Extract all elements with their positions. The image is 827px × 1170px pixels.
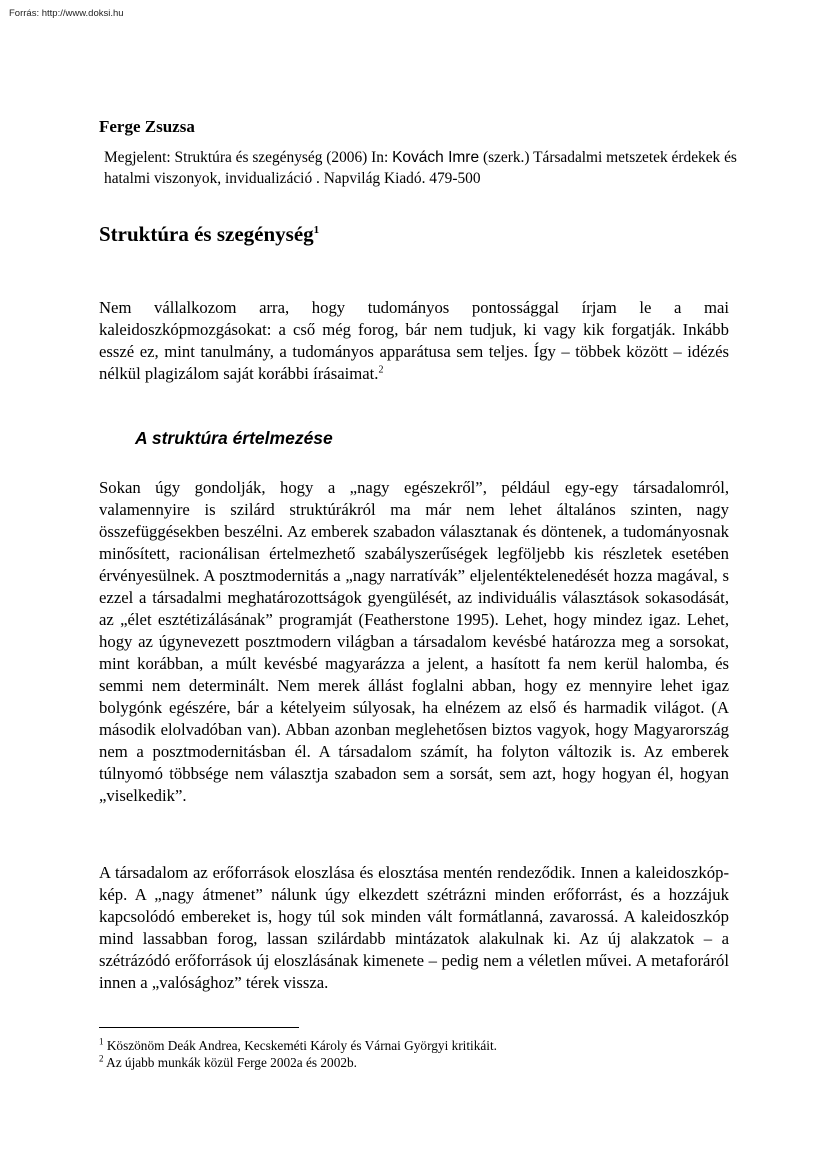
body-paragraph: Sokan úgy gondolják, hogy a „nagy egészekről”, például egy-egy társadalomról, valamennyire is szilárd struktúrákról ma már nem lehet általános szinten, nagy összefüggésekben beszélni. Az emberek szabadon választanak és döntenek, a tudományosnak minősített, racionálisan értelmezhető szabályszerűségek legföljebb kis részletek esetében érvényesülnek. A posztmodernitás a „nagy narratívák” eljelentéktelenedését hozza magával, s ezzel a társadalmi meghatározottságok gyengülését, az individuális választások sokasodását, az „élet esztétizálásának” programját (Featherstone 1995). Lehet, hogy mindez igaz. Lehet, hogy az úgynevezett posztmodern világban a társadalom kevésbé határozza meg a sorsokat, mint korábban, a múlt kevésbé magyarázza a jelent, a hasított fa nem kerül halomba, és semmi nem determinált. Nem merek állást foglalni abban, hogy ez mennyire lehet igaz bolygónk egészére, bár a kételyeim súlyosak, ha elnézem az első és harmadik világot. (A második elolvadóban van). Abban azonban meglehetősen biztos vagyok, hogy Magyarország nem a posztmodernitásban él. A társadalom számít, ha folyton változik is. Az emberek túlnyomó többsége nem választja szabadon sem a sorsát, sem azt, hogy hogyan él, hogyan „viselkedik”. — [99, 478, 729, 805]
footnotes — [99, 1037, 729, 1071]
intro-paragraph — [99, 297, 729, 385]
intro-footnote-ref: 2 — [378, 364, 384, 376]
footnote-number: 1 — [99, 1036, 104, 1047]
author-name: Ferge Zsuzsa — [99, 117, 195, 136]
footnote-number: 2 — [99, 1053, 104, 1064]
body-paragraph: A társadalom az erőforrások eloszlása és elosztása mentén rendeződik. Innen a kaleidoszkóp-kép. A „nagy átmenet” nálunk úgy elkezdett szétrázni minden erőforrást, és a hozzájuk kapcsolódó embereket is, hogy túl sok minden vált formátlanná, zavarossá. A kaleidoszkóp mind lassabban forog, lassan szilárdabb mintázatok alakulnak ki. Az új alakzatok – a szétrázódó erőforrások új eloszlásának kimenete – pedig nem a véletlen művei. A metaforáról innen a „valósághoz” térek vissza. — [99, 863, 729, 992]
footnote-item — [99, 1037, 729, 1054]
publication-suffix: (szerk.) Társadalmi metszetek érdekek és hatalmi viszonyok, invidualizáció . Napvilág Kiadó. 479-500 — [104, 149, 737, 187]
footnote-text: Az újabb munkák közül Ferge 2002a és 2002b. — [103, 1055, 357, 1070]
publication-info — [104, 147, 744, 189]
footnote-divider — [99, 1027, 299, 1028]
title-footnote-ref: 1 — [313, 224, 320, 236]
publication-prefix: Megjelent: Struktúra és szegénység (2006) In: — [104, 149, 393, 166]
section-heading: A struktúra értelmezése — [135, 428, 333, 448]
article-title-text: Struktúra és szegénység — [99, 222, 314, 246]
source-url: Forrás: http://www.doksi.hu — [9, 8, 124, 19]
footnote-item — [99, 1054, 729, 1071]
article-title — [99, 222, 319, 247]
footnote-text: Köszönöm Deák Andrea, Kecskeméti Károly és Várnai Györgyi kritikáit. — [103, 1038, 498, 1053]
intro-text: Nem vállalkozom arra, hogy tudományos pontossággal írjam le a mai kaleidoszkópmozgásokat: a cső még forog, bár nem tudjuk, ki vagy kik forgatják. Inkább esszé ez, mint tanulmány, a tudományos apparátusa sem teljes. Így – többek között – idézés nélkül plagizálom saját korábbi írásaimat. — [99, 298, 729, 383]
publication-editor: Kovách Imre — [392, 149, 480, 166]
